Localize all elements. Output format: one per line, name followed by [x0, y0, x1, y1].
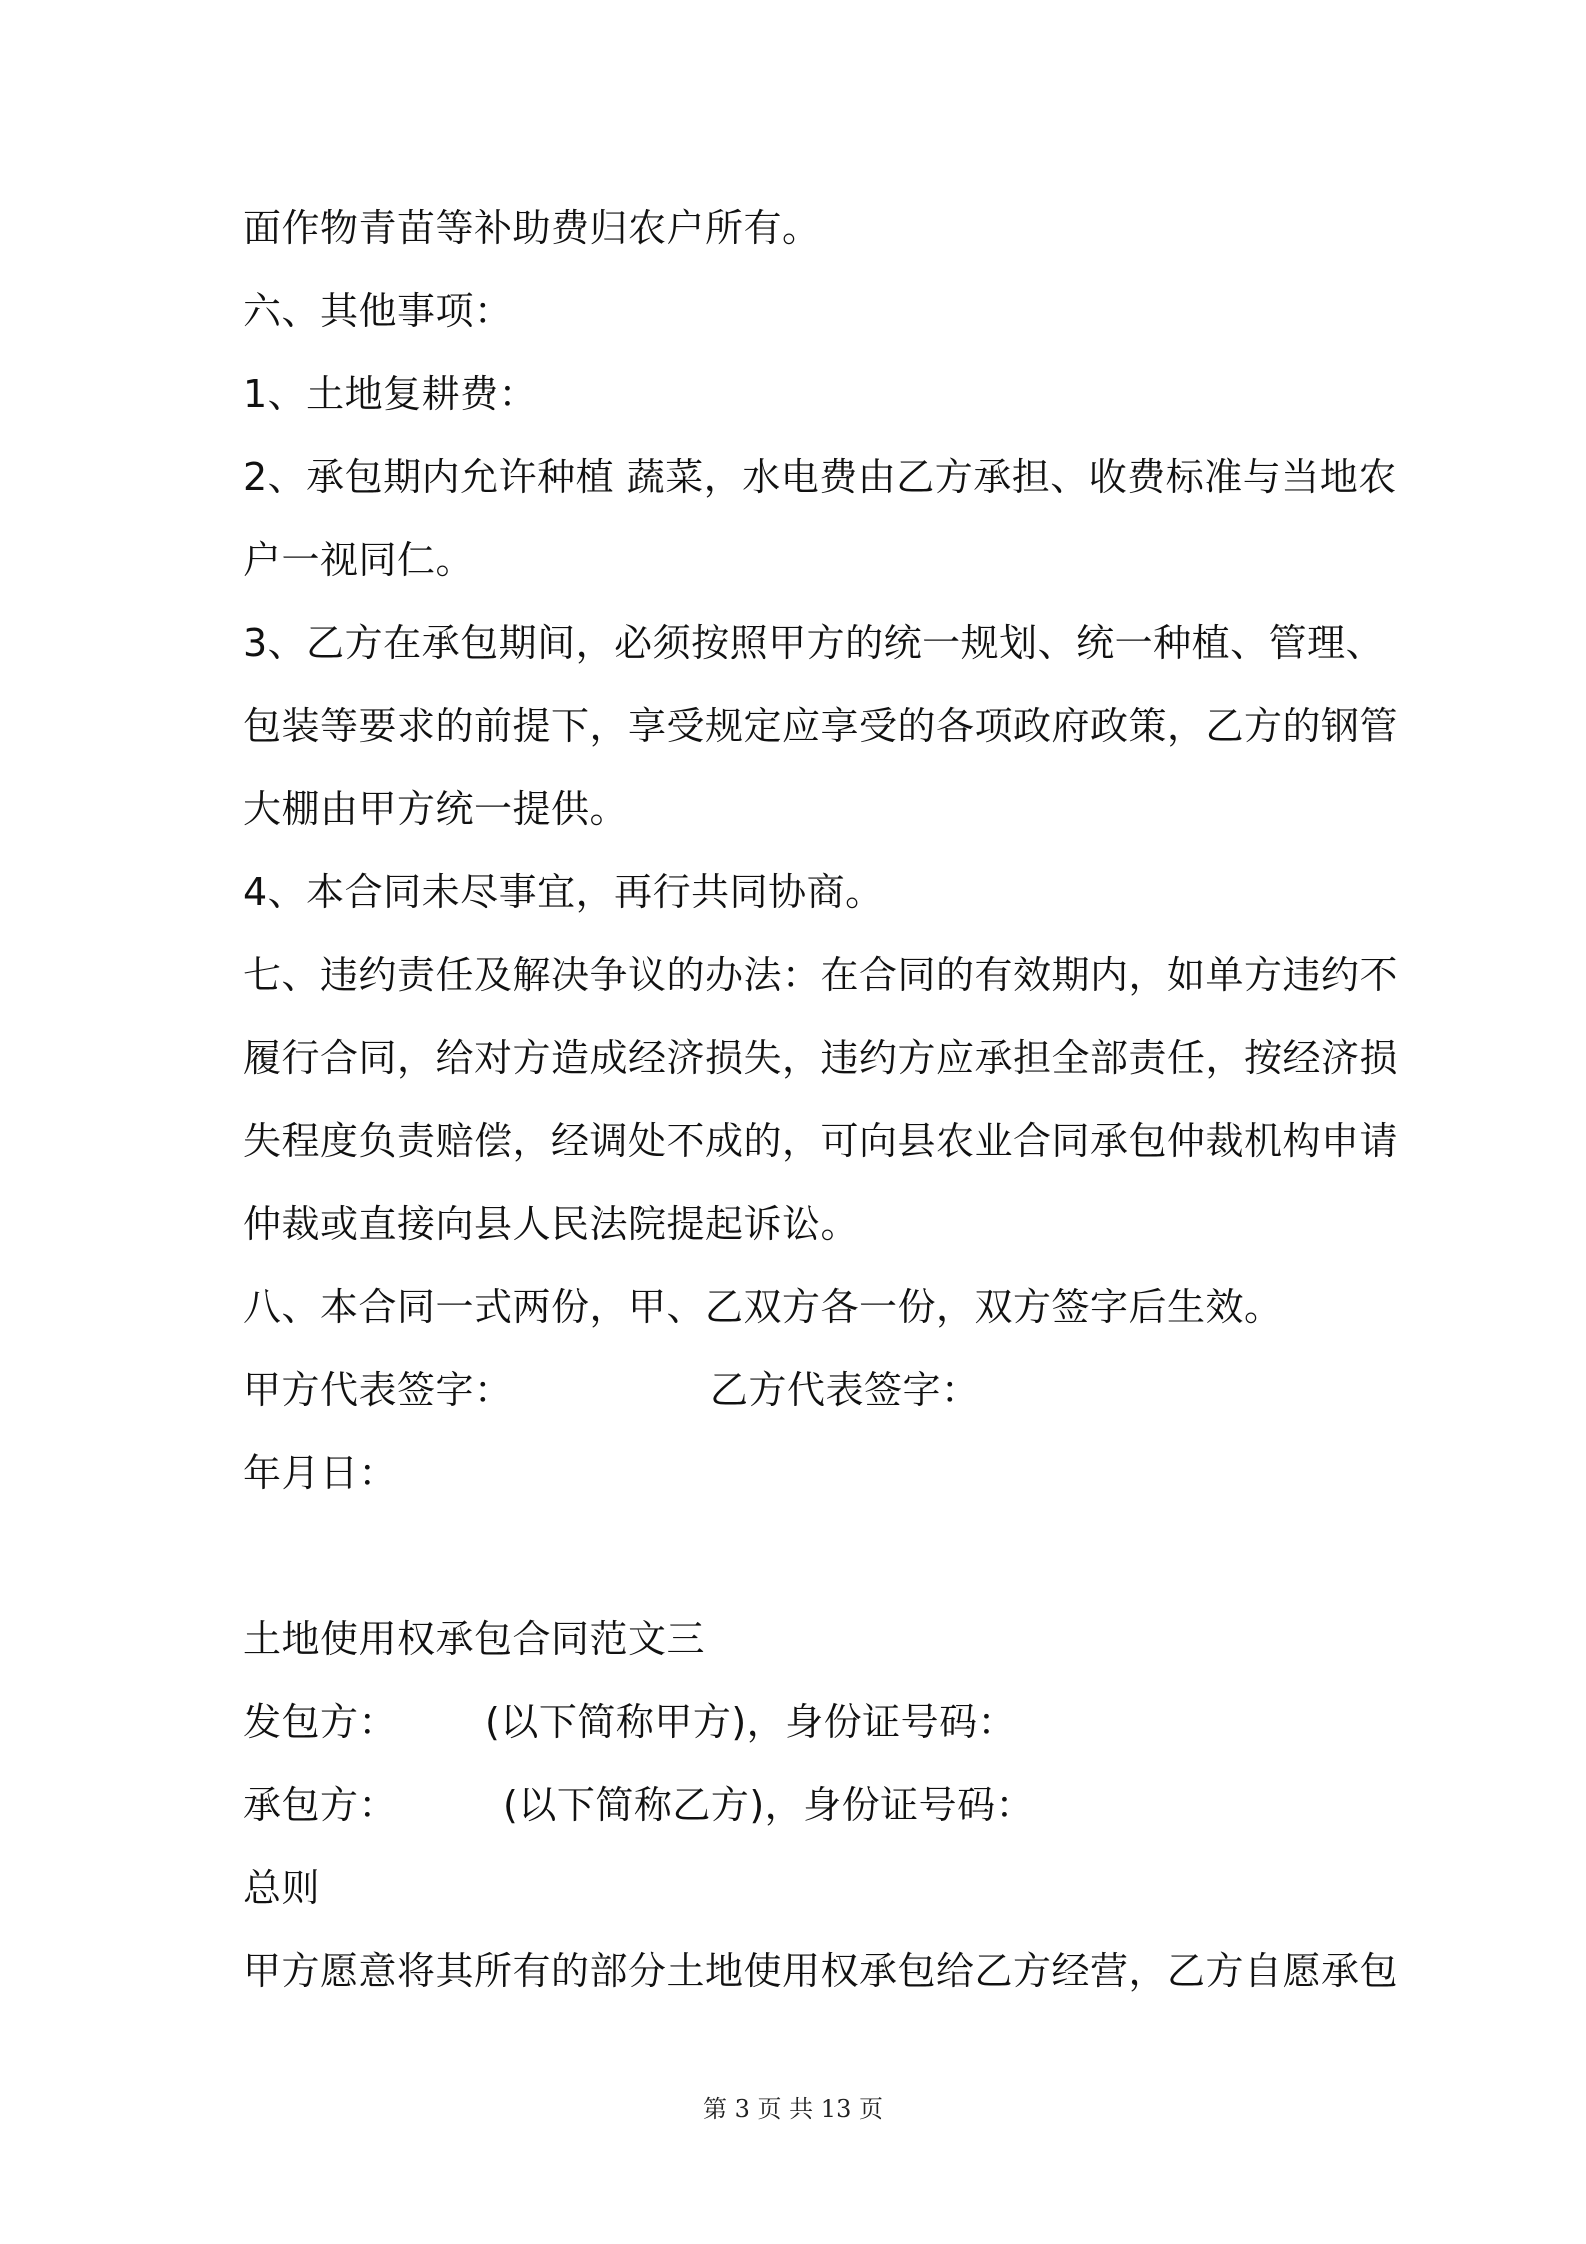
issuer-detail: (以下简称甲方)，身份证号码： — [485, 1700, 1017, 1744]
text-line: 仲裁或直接向县人民法院提起诉讼。 — [243, 1202, 860, 1246]
section-title: 土地使用权承包合同范文三 — [243, 1617, 706, 1661]
date-label: 年月日： — [243, 1451, 398, 1495]
text-line: 3、乙方在承包期间，必须按照甲方的统一规划、统一种植、管理、 — [243, 621, 1385, 665]
text-line: 失程度负责赔偿，经调处不成的，可向县农业合同承包仲裁机构申请 — [243, 1119, 1399, 1163]
contractor-label: 承包方： — [243, 1783, 398, 1827]
text-line: 履行合同，给对方造成经济损失，违约方应承担全部责任，按经济损 — [243, 1036, 1399, 1080]
contractor-detail: (以下简称乙方)，身份证号码： — [503, 1783, 1035, 1827]
signature-party-b: 乙方代表签字： — [710, 1368, 980, 1412]
section-heading-breach: 七、违约责任及解决争议的办法：在合同的有效期内，如单方违约不 — [243, 953, 1399, 997]
text-line: 户一视同仁。 — [243, 538, 475, 582]
section-heading-other-matters: 六、其他事项： — [243, 289, 513, 333]
text-line: 1、土地复耕费： — [243, 372, 538, 416]
text-line: 2、承包期内允许种植 蔬菜，水电费由乙方承担、收费标准与当地农 — [243, 455, 1397, 499]
issuer-label: 发包方： — [243, 1700, 398, 1744]
text-line: 包装等要求的前提下，享受规定应享受的各项政府政策，乙方的钢管 — [243, 704, 1399, 748]
text-line: 甲方愿意将其所有的部分土地使用权承包给乙方经营，乙方自愿承包 — [243, 1949, 1399, 1993]
text-line: 大棚由甲方统一提供。 — [243, 787, 629, 831]
signature-party-a: 甲方代表签字： — [243, 1368, 513, 1412]
section-heading-copies: 八、本合同一式两份，甲、乙双方各一份，双方签字后生效。 — [243, 1285, 1283, 1329]
page-number-footer: 第 3 页 共 13 页 — [703, 2095, 883, 2123]
text-line: 4、本合同未尽事宜，再行共同协商。 — [243, 870, 884, 914]
general-heading: 总则 — [243, 1866, 321, 1910]
text-line: 面作物青苗等补助费归农户所有。 — [243, 206, 821, 250]
